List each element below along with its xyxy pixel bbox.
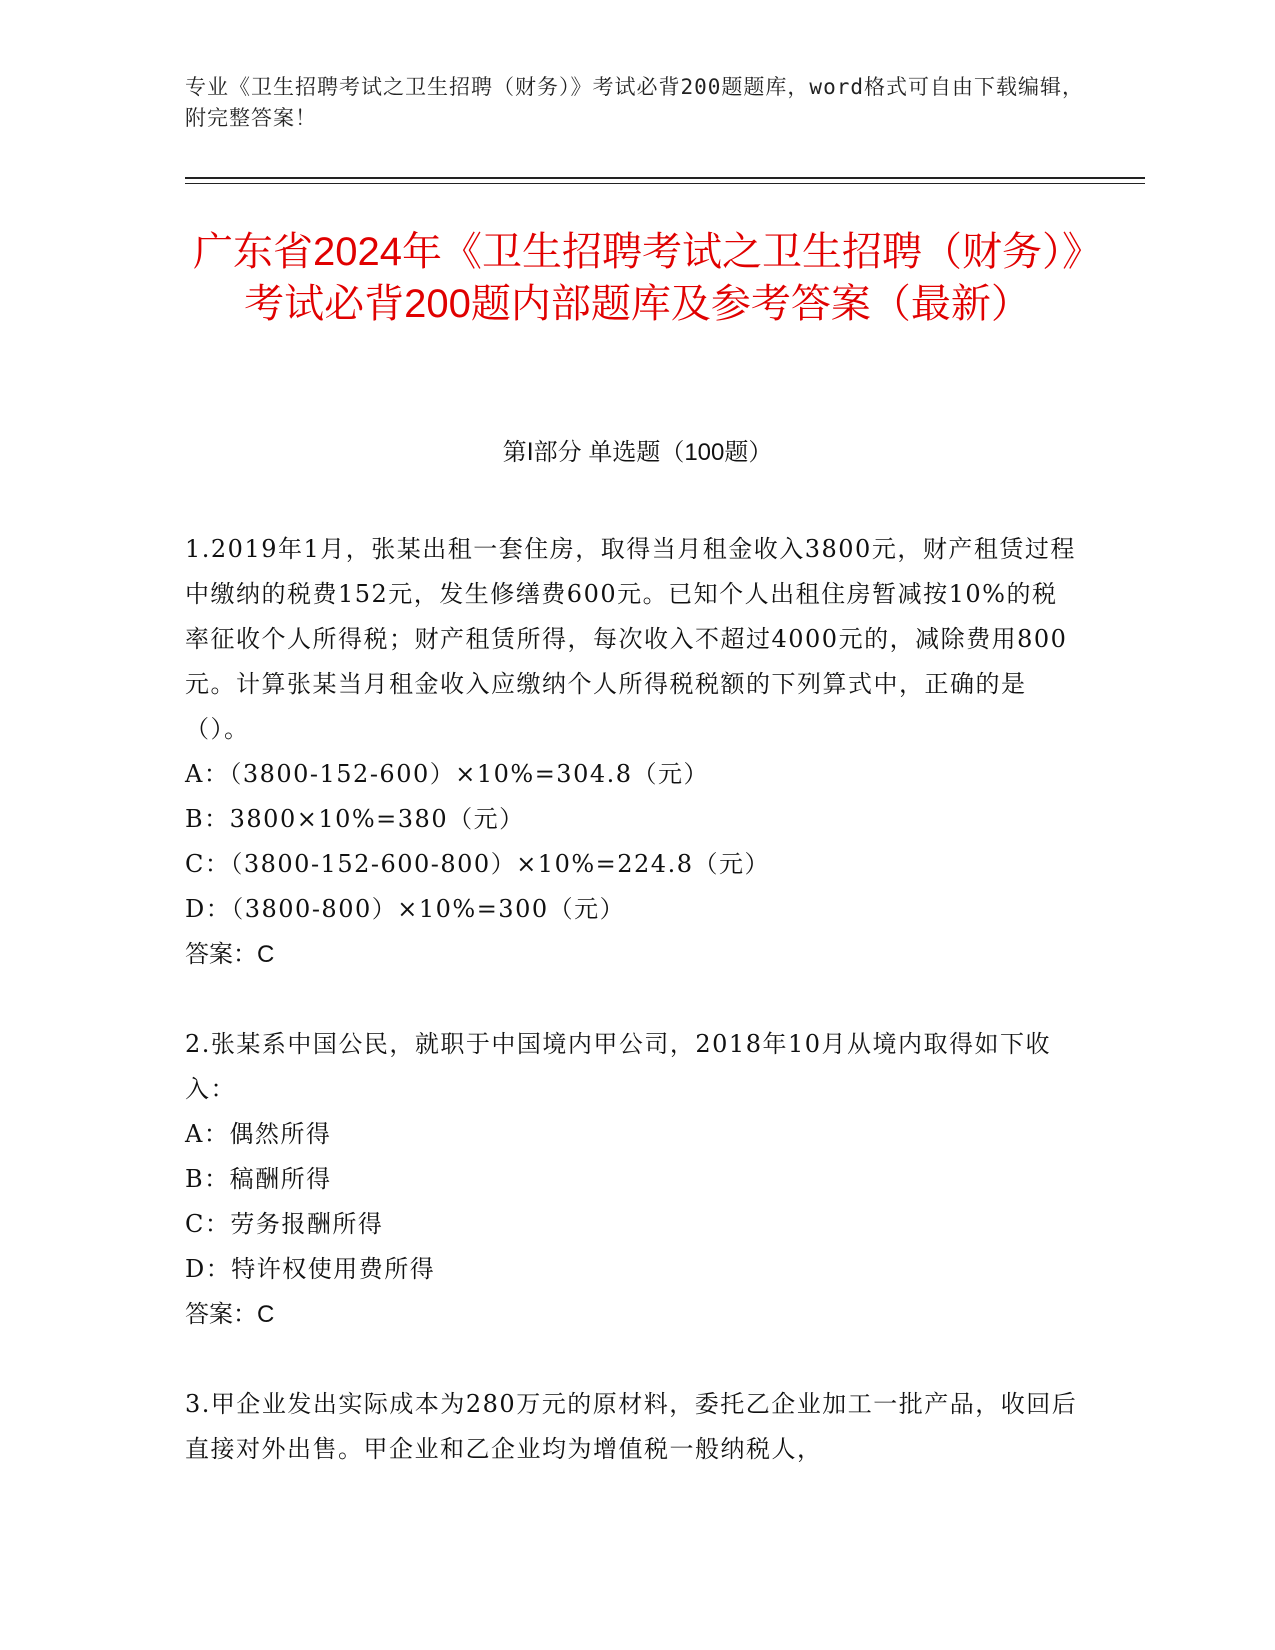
document-title: 广东省2024年《卫生招聘考试之卫生招聘（财务）》考试必背200题内部题库及参考答案（最新） (193, 230, 1082, 326)
header-rule-thick (185, 177, 1145, 179)
question-1 (185, 527, 1080, 977)
option-d: D：特许权使用费所得 (185, 1255, 436, 1283)
option-c: C：（3800-152-600-800）×10%=224.8（元） (185, 850, 770, 878)
header-note: 专业《卫生招聘考试之卫生招聘（财务）》考试必背200题题库，word格式可自由下载编辑，附完整答案！ (185, 75, 1084, 130)
option-c: C：劳务报酬所得 (185, 1210, 384, 1238)
option-d: D：（3800-800）×10%=300（元） (185, 895, 626, 923)
option-a: A：（3800-152-600）×10%=304.8（元） (185, 760, 710, 788)
question-3 (185, 1382, 1080, 1472)
question-stem: 2.张某系中国公民，就职于中国境内甲公司，2018年10月从境内取得如下收入： (185, 1030, 1052, 1103)
option-b: B：稿酬所得 (185, 1165, 332, 1193)
header-rule-thin (185, 183, 1145, 184)
option-b: B：3800×10%=380（元） (185, 805, 525, 833)
question-stem: 1.2019年1月，张某出租一套住房，取得当月租金收入3800元，财产租赁过程中缴纳的税费152元，发生修缮费600元。已知个人出租住房暂减按10%的税率征收个人所得税；财产租赁所得，每次收入不超过4000元的，减除费用800元。计算张某当月租金收入应缴纳个人所得税税额的下列算式中，正确的是（）。 (185, 535, 1076, 743)
question-stem: 3.甲企业发出实际成本为280万元的原材料，委托乙企业加工一批产品，收回后直接对外出售。甲企业和乙企业均为增值税一般纳税人， (185, 1390, 1078, 1463)
question-list (185, 527, 1080, 1517)
answer-line: 答案：C (185, 941, 275, 968)
section-heading: 第Ⅰ部分 单选题（100题） (502, 439, 773, 466)
answer-line: 答案：C (185, 1301, 275, 1328)
question-2 (185, 1022, 1080, 1337)
option-a: A：偶然所得 (185, 1120, 332, 1148)
